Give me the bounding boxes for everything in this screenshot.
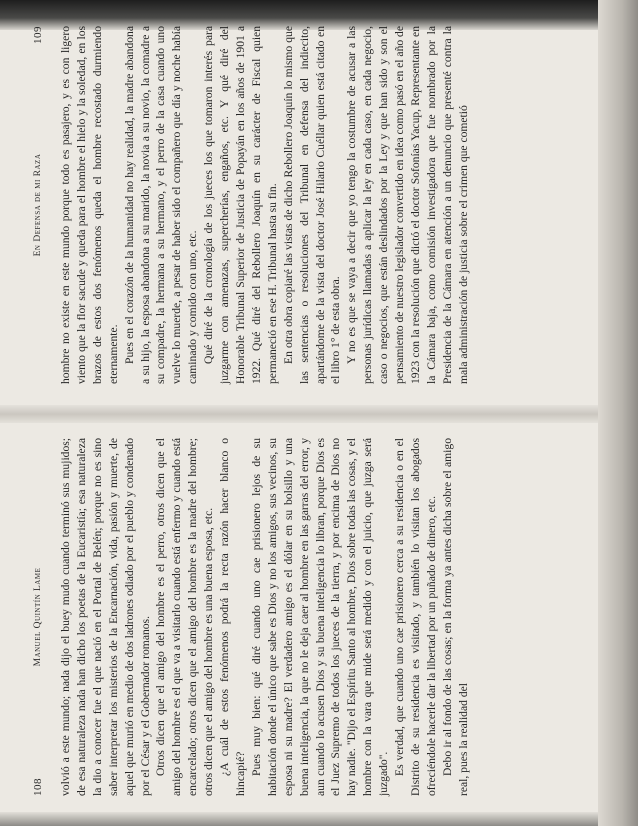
right-page-body xyxy=(52,18,472,392)
right-page-header xyxy=(30,18,52,392)
paragraph: En otra obra copiaré las vistas de dicho Rebollero Joaquín lo mismo que las sentencias o resoluciones del Tribunal en defensa del indiecito, apartándome de la vista del doctor José Hilario Cuéllar quien está citado en el libro 1° de esta obra. xyxy=(281,26,343,384)
paragraph: Debo ir al fondo de las cosas; en la forma ya antes dicha sobre el amigo real, pues la realidad del xyxy=(440,438,470,796)
paragraph: ¿A cuál de estos fenómenos podrá la recta razón hacer blanco o hincapié? xyxy=(218,438,247,796)
left-running-head: Manuel Quintín Lame xyxy=(33,567,43,667)
paragraph: Qué diré de la cronología de los jueces los que tomaron interés para juzgarme con amenazas, supercherías, engaños, etc. Y qué diré del Honorable Tribunal Superior de Justicia de Popayán en los años de 1901 a 1922. Qué diré del Rebollero Joaquín en su carácter de Fiscal quien permaneció en ese H. Tribunal hasta su fin. xyxy=(202,26,279,384)
paragraph: Otros dicen que el amigo del hombre es el perro, otros dicen que el amigo del hombre es el que va a visitarlo cuando está enfermo y cuando está encarcelado; otros dicen que el amigo del hombre es la madre del hombre; otros dicen que el amigo del hombre es una buena esposa, etc. xyxy=(154,438,216,796)
left-page xyxy=(30,430,620,804)
paragraph: hombre no existe en este mundo porque todo es pasajero, y es con ligero viento que la flor sacude y queda para el hombre el hielo y la soledad, en los brazos de estos dos fenómenos queda el hombre recostado durmiendo eternamente. xyxy=(59,26,120,384)
left-page-number: 108 xyxy=(32,778,44,796)
paragraph: volvió a este mundo; nada dijo el buey mudo cuando terminó sus mujidos; de esa naturaleza nada han dicho los poetas de la Eucaristía; esa naturaleza la dio a conocer fue el que nació en el Portal de Belén; porque no es sino saber interpretar los misterios de la Encarnación, vida, pasión y muerte, de aquel que murió en medio de dos ladrones odiado por el pueblo y condenado por el César y el Gobernador romanos. xyxy=(59,438,152,796)
paragraph: Pues muy bien: qué diré cuando uno cae prisionero lejos de su habitación donde el único que sabe es Dios y no los amigos, sus vecinos, su esposa ni su madre? El verdadero amigo es el dólar en su bolsillo y una buena inteligencia, la que no le deja caer al hombre en las garras del error, y aun cuando lo acusen Dios y su buena inteligencia lo libran, porque Dios es el Juez Supremo de todos los jueces de la tierra, y por encima de Dios no hay nadie. "Dijo el Espíritu Santo al hombre, Dios sobre todas las cosas, y el hombre con la vara que mide será medido y con el juicio, que juzga será juzgado". xyxy=(249,438,391,796)
right-page xyxy=(30,18,620,392)
right-running-head: En Defensa de mi Raza xyxy=(33,153,43,257)
left-page-header xyxy=(30,430,52,804)
left-page-body xyxy=(52,430,472,804)
paragraph: Y no es que se vaya a decir que yo tengo la costumbre de acusar a las personas jurídicas llamadas a aplicar la ley en cada caso, en cada negocio, caso o negocios, que están deslindados por la Ley y que han sido y son el pensamiento de nuestro legislador convertido en idea como pasó en el año de 1923 con la resolución que dictó el doctor Sofonías Yacup, Representante en la Cámara baja, como comisión investigadora que fue nombrado por la Presidencia de la Cámara en atención a un denuncio que presenté contra la mala administración de justicia sobre el crimen que cometió xyxy=(345,25,470,384)
right-page-number: 109 xyxy=(32,26,44,44)
paragraph: Es verdad, que cuando uno cae prisionero cerca a su residencia o en el Distrito de su residencia es visitado, y también lo visitan los abogados ofreciéndole hacerle dar la libertad por un puñado de dinero, etc. xyxy=(393,438,438,796)
paragraph: Pues en el corazón de la humanidad no hay realidad, la madre abandona a su hijo, la esposa abandona a su marido, la novia a su novio, la comadre a su compadre, la hermana a su hermano, y el perro de la casa cuando uno vuelve lo muerde, a pesar de haber sido el compañero que día y noche había caminado y comido con uno, etc. xyxy=(122,26,200,384)
